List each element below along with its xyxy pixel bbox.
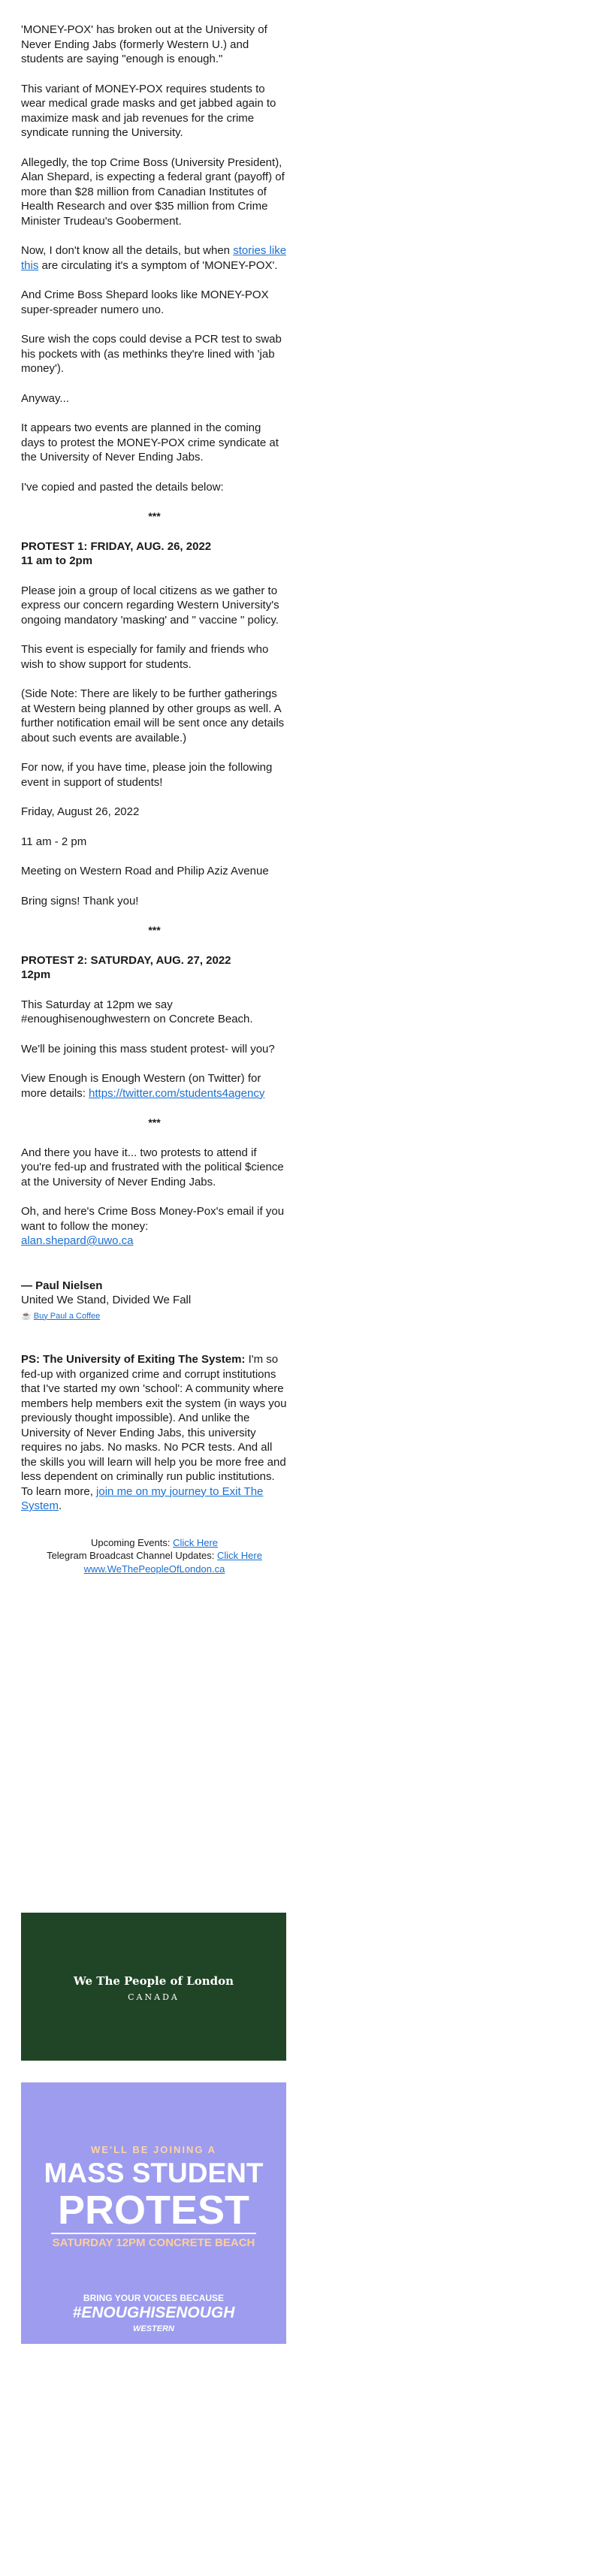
coffee-icon: ☕ <box>21 1311 32 1321</box>
paragraph: For now, if you have time, please join the following event in support of students! <box>21 761 273 789</box>
text: Oh, and here's Crime Boss Money-Pox's email if you want to follow the money: <box>21 1205 285 1233</box>
twitter-link[interactable]: https://twitter.com/students4agency <box>89 1086 265 1100</box>
paragraph: It appears two events are planned in the coming days to protest the MONEY-POX crime syndicate at the University of Never Ending Jabs. <box>21 421 279 464</box>
footer-links <box>21 1536 288 1576</box>
event-time: 11 am - 2 pm <box>21 835 87 848</box>
ps-label: PS: The University of Exiting The System: <box>21 1353 246 1366</box>
paragraph: Allegedly, the top Crime Boss (University President), Alan Shepard, is expecting a federal grant (payoff) of more than $28 million from Canadian Institutes of Health Research and over $35 million from Crime Minister Trudeau's Gooberment. <box>21 156 285 228</box>
signature-motto: United We Stand, Divided We Fall <box>21 1294 192 1306</box>
text: View Enough is Enough Western (on Twitter) for more details: <box>21 1072 261 1100</box>
london-banner[interactable] <box>21 1913 286 2061</box>
banner-divider <box>51 2233 256 2234</box>
heading-line: PROTEST 1: FRIDAY, AUG. 26, 2022 <box>21 539 212 553</box>
banner-line: WE'LL BE JOINING A <box>91 2144 216 2155</box>
coffee-row <box>21 1309 288 1324</box>
banner-line: SATURDAY 12PM CONCRETE BEACH <box>52 2236 255 2249</box>
event-date: Friday, August 26, 2022 <box>21 805 140 818</box>
paragraph: (Side Note: There are likely to be further gatherings at Western being planned by other groups as well. A further notification email will be sent once any details about such events are available.) <box>21 687 285 744</box>
paragraph: And Crime Boss Shepard looks like MONEY-POX super-spreader numero uno. <box>21 288 269 316</box>
banner-line: PROTEST <box>57 2188 250 2233</box>
paragraph <box>21 243 288 273</box>
paragraph: Please join a group of local citizens as we gather to express our concern regarding Western University's ongoing mandatory 'masking' and " vaccine " policy. <box>21 584 279 627</box>
telegram-label: Telegram Broadcast Channel Updates: <box>47 1550 217 1561</box>
paragraph: Bring signs! Thank you! <box>21 894 139 907</box>
banner-subtitle: CANADA <box>128 1992 180 2002</box>
paragraph: We'll be joining this mass student protest- will you? <box>21 1042 275 1055</box>
heading-line: 12pm <box>21 968 51 981</box>
signature-name: — Paul Nielsen <box>21 1279 103 1292</box>
text: are circulating it's a symptom of 'MONEY-POX'. <box>38 258 278 272</box>
paragraph <box>21 1071 288 1101</box>
event-location: Meeting on Western Road and Philip Aziz Avenue <box>21 865 269 877</box>
paragraph: Anyway... <box>21 391 69 405</box>
banner-line: WESTERN <box>133 2324 174 2333</box>
banner-title: We The People of London <box>73 1974 234 1988</box>
heading-line: PROTEST 2: SATURDAY, AUG. 27, 2022 <box>21 953 231 967</box>
heading-line: 11 am to 2pm <box>21 554 93 567</box>
protest-banner[interactable] <box>21 2082 286 2344</box>
telegram-link[interactable]: Click Here <box>216 1550 262 1561</box>
paragraph: This variant of MONEY-POX requires students to wear medical grade masks and get jabbed again to maximize mask and jab revenues for the crime syndicate running the University. <box>21 82 276 139</box>
email-link[interactable]: alan.shepard@uwo.ca <box>21 1234 134 1247</box>
text: Now, I don't know all the details, but when <box>21 244 234 257</box>
events-link[interactable]: Click Here <box>173 1536 219 1548</box>
text: I'm so fed-up with organized crime and corrupt institutions that I've started my own 'school': A community where members help members exit the system (in ways you previously thought impossible). And unlike the University of Never Ending Jabs, this university requires no jabs. No masks. No PCR tests. And all the skills you will learn will help you be more free and less dependent on criminally run public institutions. To learn more, <box>21 1353 287 1498</box>
separator: *** <box>148 510 161 522</box>
paragraph: I've copied and pasted the details below: <box>21 480 224 494</box>
paragraph <box>21 1204 288 1249</box>
paragraph: This Saturday at 12pm we say #enoughisenoughwestern on Concrete Beach. <box>21 998 253 1025</box>
site-link[interactable]: www.WeThePeopleOfLondon.ca <box>83 1563 225 1575</box>
protest2-heading <box>21 953 288 983</box>
paragraph: And there you have it... two protests to attend if you're fed-up and frustrated with the political $cience at the University of Never Ending Jabs. <box>21 1146 284 1188</box>
events-label: Upcoming Events: <box>90 1536 174 1548</box>
banner-line: #ENOUGHISENOUGH <box>72 2304 235 2321</box>
paragraph: This event is especially for family and friends who wish to show support for students. <box>21 643 269 671</box>
exit-system-link[interactable]: join me on my journey to Exit The System <box>21 1484 264 1512</box>
paragraph: 'MONEY-POX' has broken out at the University of Never Ending Jabs (formerly Western U.) and students are saying "enough is enough." <box>21 23 267 65</box>
banner-line: MASS STUDENT <box>44 2158 264 2188</box>
paragraph: Sure wish the cops could devise a PCR test to swab his pockets with (as methinks they're lined with 'jab money'). <box>21 333 282 375</box>
buy-coffee-link[interactable]: Buy Paul a Coffee <box>33 1311 101 1321</box>
ps-paragraph <box>21 1352 288 1514</box>
stories-link[interactable]: stories like this <box>21 244 287 272</box>
text: . <box>59 1499 62 1512</box>
separator: *** <box>148 924 161 936</box>
protest1-heading <box>21 539 288 569</box>
banner-line: BRING YOUR VOICES BECAUSE <box>83 2293 225 2303</box>
separator: *** <box>148 1116 161 1128</box>
article-body <box>21 0 288 1575</box>
